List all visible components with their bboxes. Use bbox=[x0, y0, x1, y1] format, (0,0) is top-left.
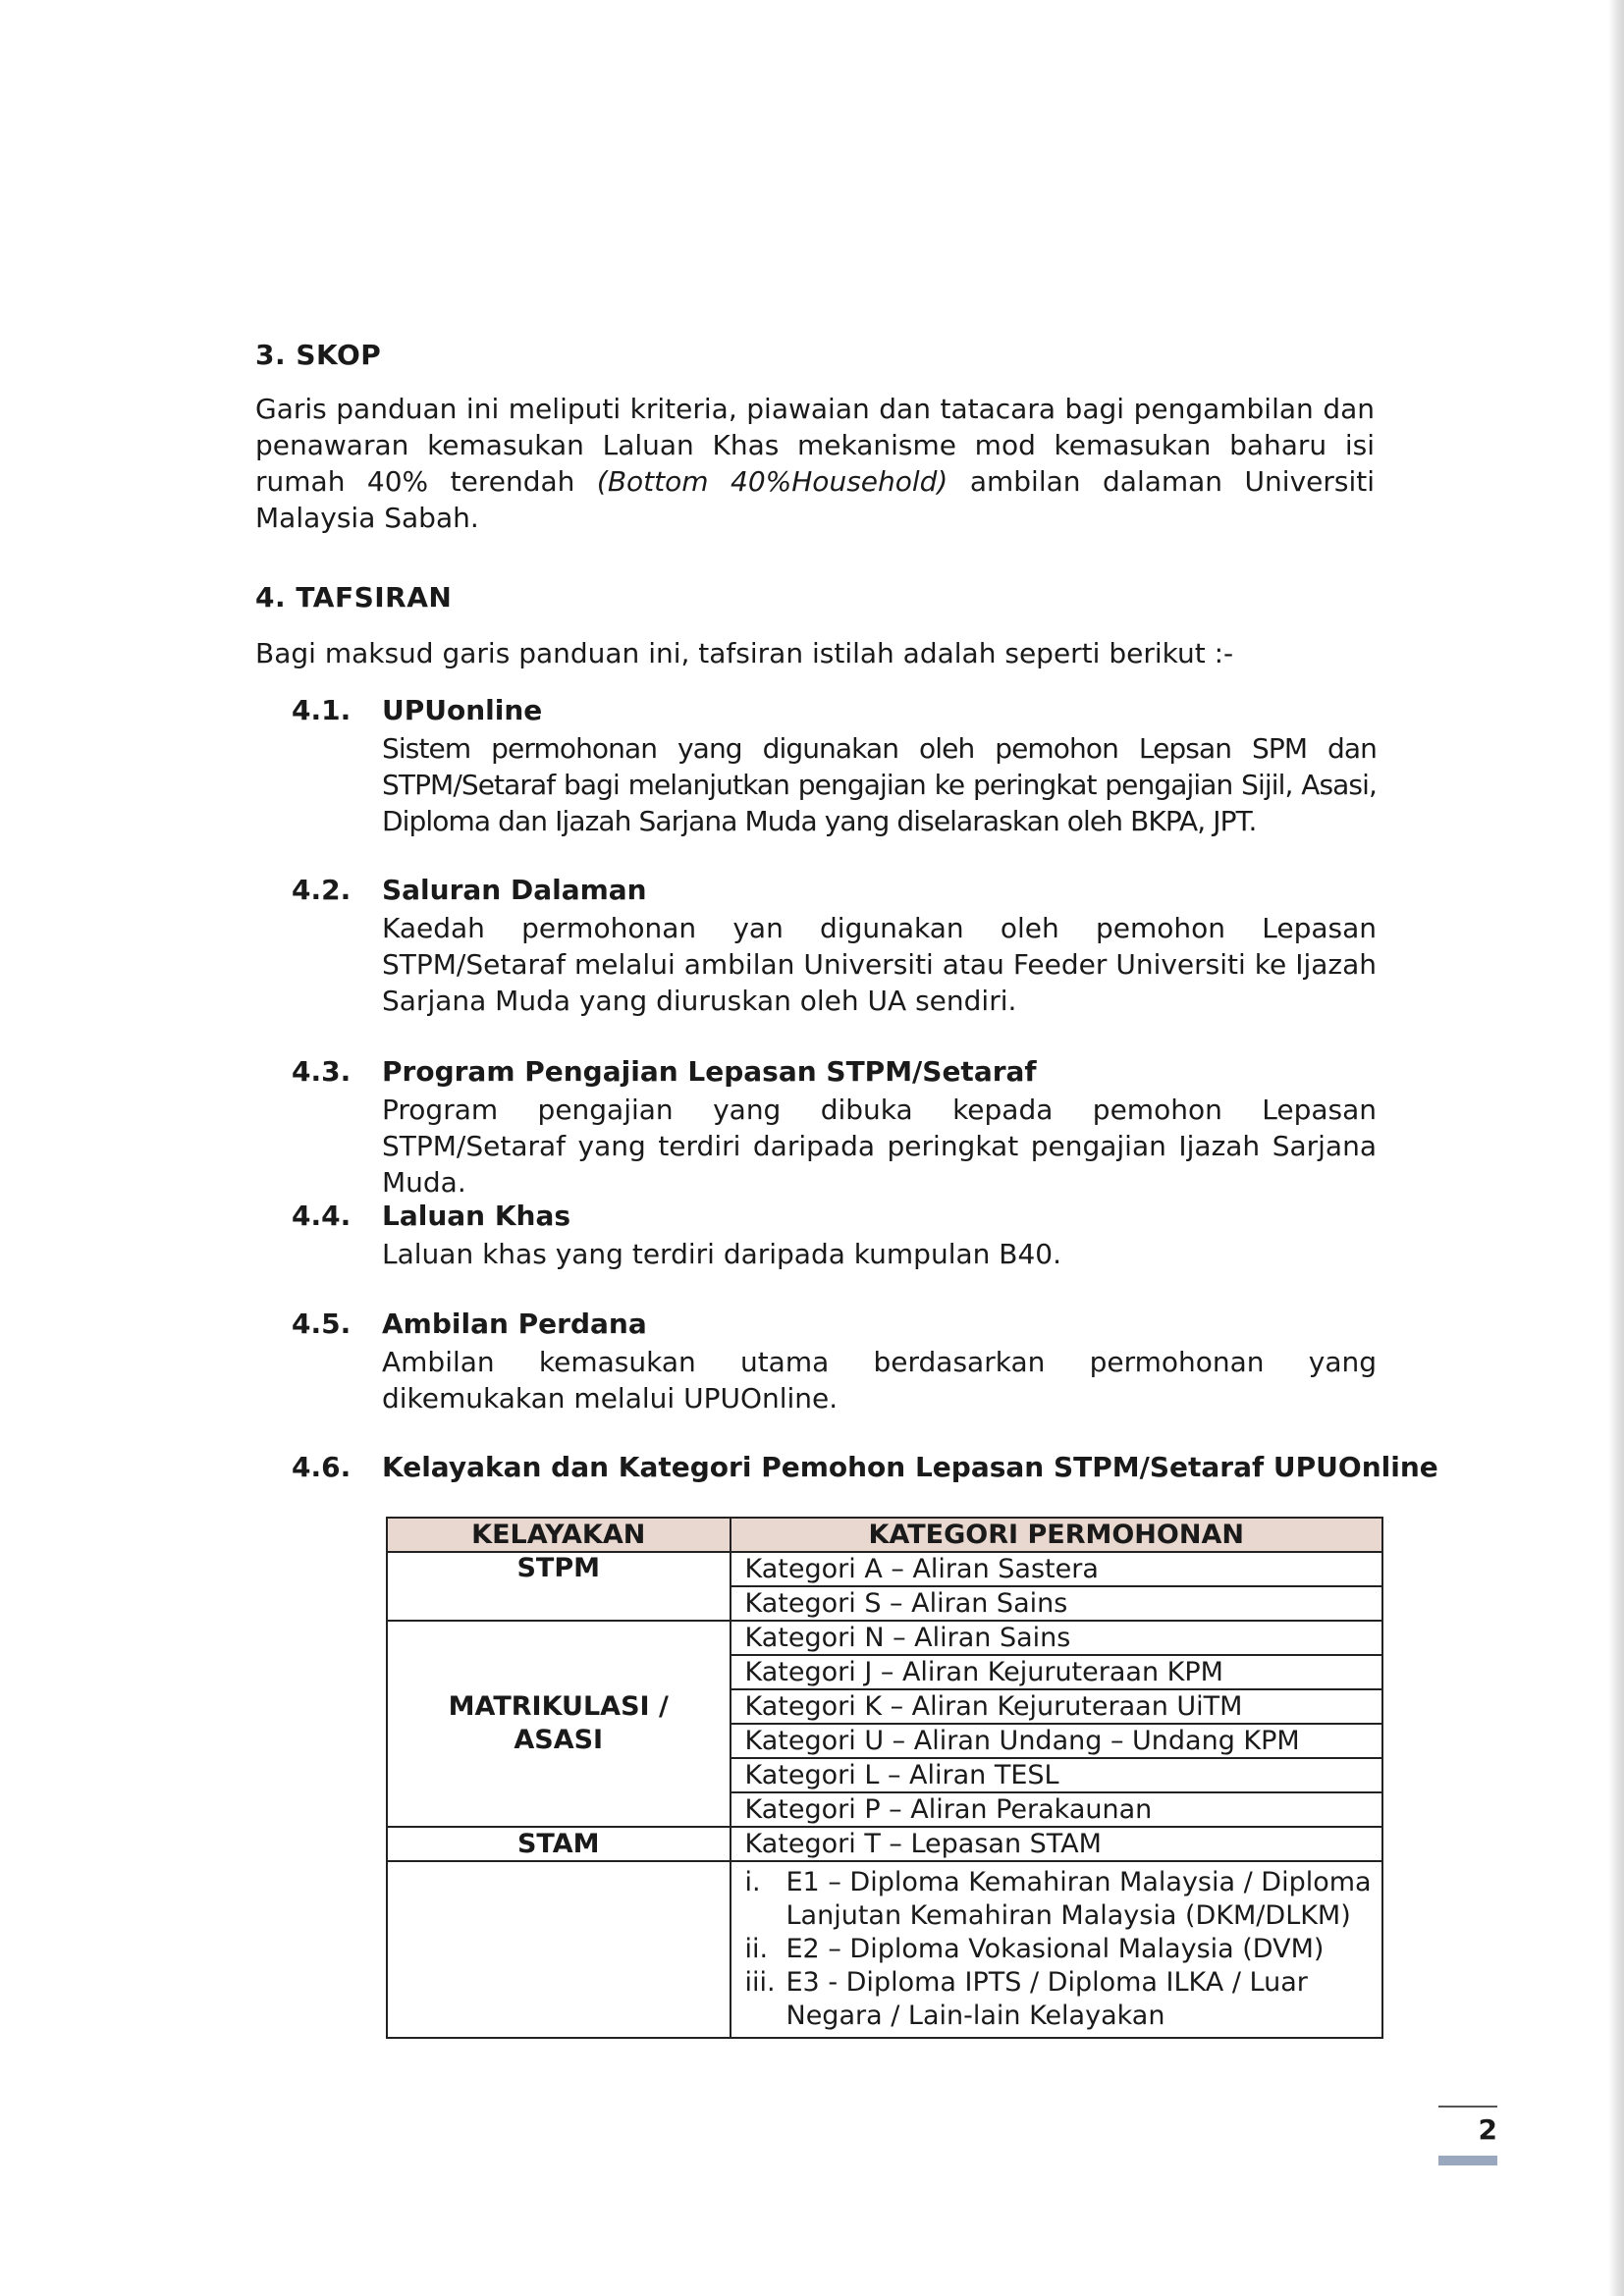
list-marker: i. bbox=[744, 1867, 761, 1897]
kelayakan-other bbox=[387, 1861, 731, 2038]
skop-text-part1: Garis panduan ini meliputi kriteria, piawaian dan tatacara bagi pengambilan dan penawaran kemasukan Laluan Khas mekanisme mod kemasukan baharu isi rumah 40% terendah bbox=[255, 393, 1375, 498]
definition-body: Sistem permohonan yang digunakan oleh pemohon Lepsan SPM dan STPM/Setaraf bagi melanjutkan pengajian ke peringkat pengajian Sijil, Asasi, Diploma dan Ijazah Sarjana Muda yang diselaraskan oleh BKPA, JPT. bbox=[382, 732, 1377, 837]
category-table bbox=[386, 1517, 1383, 2039]
kelayakan-stpm: STPM bbox=[387, 1552, 731, 1621]
section-heading-tafsiran: 4. TAFSIRAN bbox=[255, 581, 453, 614]
list-text: E2 – Diploma Vokasional Malaysia (DVM) bbox=[785, 1934, 1325, 1964]
category-cell: Kategori A – Aliran Sastera bbox=[731, 1552, 1383, 1586]
list-item bbox=[745, 1866, 1382, 1933]
section-heading-skop: 3. SKOP bbox=[255, 339, 382, 371]
definition-title: Saluran Dalaman bbox=[382, 874, 647, 906]
header-kategori: KATEGORI PERMOHONAN bbox=[731, 1518, 1383, 1552]
definition-body: Kaedah permohonan yan digunakan oleh pemohon Lepasan STPM/Setaraf melalui ambilan Universiti atau Feeder Universiti ke Ijazah Sarjana Muda yang diuruskan oleh UA sendiri. bbox=[382, 912, 1377, 1017]
header-kelayakan: KELAYAKAN bbox=[387, 1518, 731, 1552]
table-row bbox=[387, 1552, 1382, 1586]
definition-number: 4.1. bbox=[292, 694, 352, 726]
list-item bbox=[745, 1933, 1382, 1966]
skop-paragraph bbox=[255, 391, 1375, 536]
category-cell: Kategori P – Aliran Perakaunan bbox=[731, 1792, 1383, 1827]
category-cell: Kategori U – Aliran Undang – Undang KPM bbox=[731, 1724, 1383, 1758]
kelayakan-matrikulasi-line2: ASASI bbox=[514, 1725, 604, 1755]
category-cell: Kategori T – Lepasan STAM bbox=[731, 1827, 1383, 1861]
table-row bbox=[387, 1827, 1382, 1861]
list-marker: ii. bbox=[744, 1934, 769, 1964]
skop-text-italic: (Bottom 40%Household) bbox=[596, 465, 948, 498]
table-row bbox=[387, 1621, 1382, 1655]
kelayakan-matrikulasi-line1: MATRIKULASI / bbox=[448, 1691, 669, 1722]
skop-text-part2: ambilan dalaman Universiti Malaysia Sabah. bbox=[255, 465, 1376, 534]
category-cell: Kategori J – Aliran Kejuruteraan KPM bbox=[731, 1655, 1383, 1689]
category-cell: Kategori N – Aliran Sains bbox=[731, 1621, 1383, 1655]
kelayakan-matrikulasi bbox=[387, 1621, 731, 1827]
kelayakan-stam: STAM bbox=[387, 1827, 731, 1861]
table-header-row bbox=[387, 1518, 1382, 1552]
list-marker: iii. bbox=[744, 1967, 776, 1998]
definition-body: Program pengajian yang dibuka kepada pemohon Lepasan STPM/Setaraf yang terdiri daripada peringkat pengajian Ijazah Sarjana Muda. bbox=[382, 1094, 1377, 1199]
definition-number: 4.2. bbox=[292, 874, 352, 906]
category-list-cell bbox=[731, 1861, 1383, 2038]
definition-number: 4.6. bbox=[292, 1451, 352, 1483]
definition-number: 4.3. bbox=[292, 1055, 352, 1088]
definition-body: Laluan khas yang terdiri daripada kumpulan B40. bbox=[382, 1238, 1062, 1270]
definition-body: Ambilan kemasukan utama berdasarkan permohonan yang dikemukakan melalui UPUOnline. bbox=[382, 1346, 1377, 1415]
definition-title: Ambilan Perdana bbox=[382, 1308, 647, 1340]
page-edge-shadow bbox=[1608, 0, 1624, 2296]
tafsiran-intro: Bagi maksud garis panduan ini, tafsiran istilah adalah seperti berikut :- bbox=[255, 637, 1234, 669]
category-cell: Kategori L – Aliran TESL bbox=[731, 1758, 1383, 1792]
definition-title: Laluan Khas bbox=[382, 1200, 571, 1232]
definition-number: 4.4. bbox=[292, 1200, 352, 1232]
category-cell: Kategori S – Aliran Sains bbox=[731, 1586, 1383, 1621]
category-cell: Kategori K – Aliran Kejuruteraan UiTM bbox=[731, 1689, 1383, 1724]
list-text: E1 – Diploma Kemahiran Malaysia / Diploma Lanjutan Kemahiran Malaysia (DKM/DLKM) bbox=[785, 1867, 1372, 1931]
page-number: 2 bbox=[1438, 2106, 1497, 2146]
footer-bar bbox=[1438, 2156, 1497, 2165]
list-item bbox=[745, 1966, 1382, 2033]
definition-title: UPUonline bbox=[382, 694, 543, 726]
definition-title: Program Pengajian Lepasan STPM/Setaraf bbox=[382, 1055, 1037, 1088]
table-row bbox=[387, 1861, 1382, 2038]
definition-number: 4.5. bbox=[292, 1308, 352, 1340]
list-text: E3 - Diploma IPTS / Diploma ILKA / Luar Negara / Lain-lain Kelayakan bbox=[785, 1967, 1308, 2031]
definition-title: Kelayakan dan Kategori Pemohon Lepasan STPM/Setaraf UPUOnline bbox=[382, 1451, 1438, 1483]
